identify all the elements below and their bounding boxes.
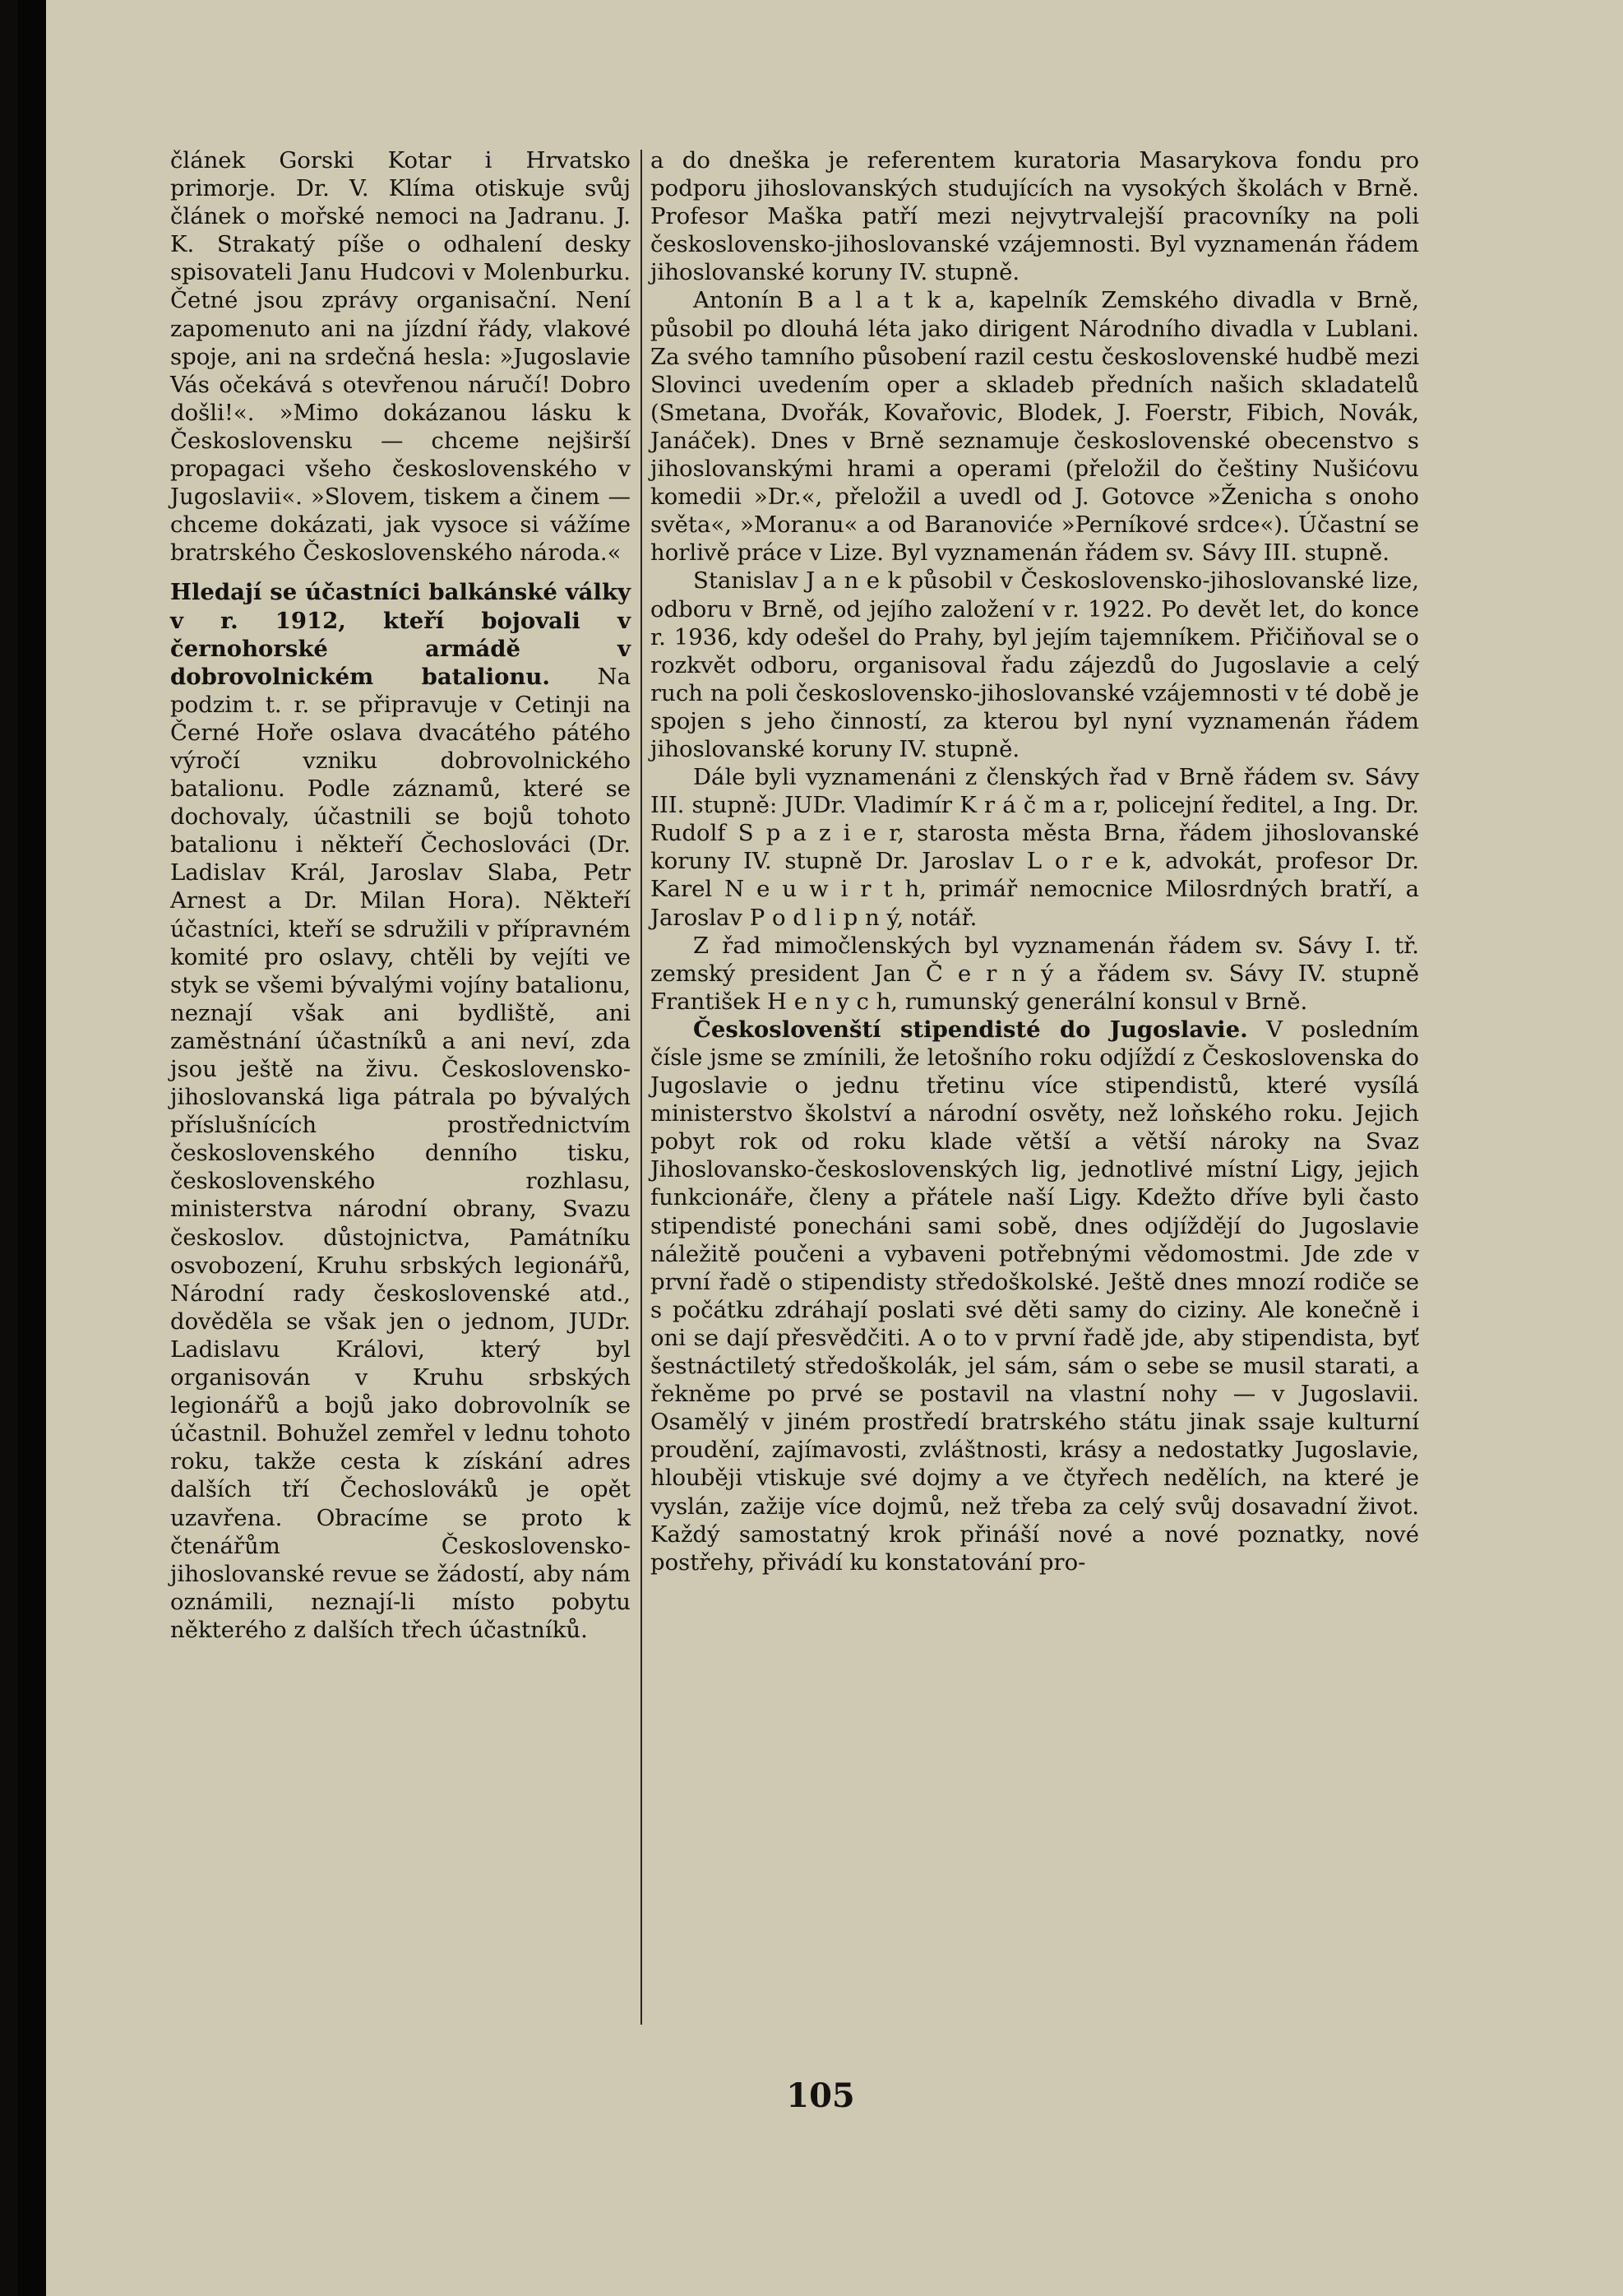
left-paragraph-1: článek Gorski Kotar i Hrvatsko primorje. Dr. V. Klíma otiskuje svůj článek o mořské nemoci na Jadranu. J. K. Strakatý píše o odhalení desky spisovateli Janu Hudcovi v Molenburku. Četné jsou zprávy organisační. Není zapomenuto ani na jízdní řády, vlakové spoje, ani na srdečná hesla: »Jugoslavie Vás očekává s otevřenou náručí! Dobro došli!«. »Mimo dokázanou lásku k Československu — chceme nejširší propagaci všeho československého v Jugoslavii«. »Slovem, tiskem a činem — chceme dokázati, jak vysoce si vážíme bratrského Československého národa.«	[170, 147, 631, 567]
binding-spine	[18, 0, 46, 2296]
right-paragraph-1: a do dneška je referentem kuratoria Masarykova fondu pro podporu jihoslovanských studujících na vysokých školách v Brně. Profesor Maška patří mezi nejvytrvalejší pracovníky na poli československo-jihoslovanské vzájemnosti. Byl vyznamenán řádem jihoslovanské koruny IV. stupně.	[650, 147, 1419, 286]
right-column	[650, 146, 1419, 1576]
document-page	[18, 0, 1623, 2296]
left-paragraph-2	[170, 578, 631, 1644]
left-paragraph-2-heading: Hledají se účastníci balkánské války v r. 1912, kteří bojovali v černohorské armádě v dobrovolnickém batalionu.	[170, 579, 631, 690]
right-paragraph-5: Z řad mimočlenských byl vyznamenán řádem sv. Sávy I. tř. zemský president Jan Č e r n ý a řádem sv. Sávy IV. stupně František H e n y c h, rumunský generální konsul v Brně.	[650, 932, 1419, 1015]
right-paragraph-2: Antonín B a l a t k a, kapelník Zemského divadla v Brně, působil po dlouhá léta jako dirigent Národního divadla v Lublani. Za svého tamního působení razil cestu československé hudbě mezi Slovinci uvedením oper a skladeb předních našich skladatelů (Smetana, Dvořák, Kovařovic, Blodek, J. Foerstr, Fibich, Novák, Janáček). Dnes v Brně seznamuje československé obecenstvo s jihoslovanskými hrami a operami (přeložil do češtiny Nušićovu komedii »Dr.«, přeložil a uvedl od J. Gotovce »Ženicha s onoho světa«, »Moranu« a od Baranoviće »Perníkové srdce«). Účastní se horlivě práce v Lize. Byl vyznamenán řádem sv. Sávy III. stupně.	[650, 287, 1419, 567]
column-divider	[640, 150, 642, 2025]
right-paragraph-6-body: V posledním čísle jsme se zmínili, že letošního roku odjíždí z Československa do Jugoslavie o jednu třetinu více stipendistů, které vysílá ministerstvo školství a národní osvěty, než loňského roku. Jejich pobyt rok od roku klade větší a větší nároky na Svaz Jihoslovansko-československých lig, jednotlivé místní Ligy, jejich funkcionáře, členy a přátele naší Ligy. Kdežto dříve byli často stipendisté ponecháni sami sobě, dnes odjíždějí do Jugoslavie náležitě poučeni a vybaveni potřebnými vědomostmi. Jde zde v první řadě o stipendisty středoškolské. Ještě dnes mnozí rodiče se s počátku zdráhají poslati své děti samy do ciziny. Ale konečně i oni se dají přesvědčiti. A o to v první řadě jde, aby stipendista, byť šestnáctiletý středoškolák, jel sám, sám o sebe se musil starati, a řekněme po prvé se postavil na vlastní nohy — v Jugoslavii. Osamělý v jiném prostředí bratrského státu jinak ssaje kulturní proudění, zajímavosti, zvláštnosti, krásy a nedostatky Jugoslavie, hlouběji vtiskuje své dojmy a ve čtyřech nedělích, na které je vyslán, zažije více dojmů, než třeba za celý svůj dosavadní život. Každý samostatný krok přináší nové a nové poznatky, nové postřehy, přivádí ku konstatování pro-	[650, 1016, 1419, 1576]
left-paragraph-2-body: Na podzim t. r. se připravuje v Cetinji na Černé Hoře oslava dvacátého pátého výročí vzniku dobrovolnického batalionu. Podle záznamů, které se dochovaly, účastnili se bojů tohoto batalionu i někteří Čechoslováci (Dr. Ladislav Král, Jaroslav Slaba, Petr Arnest a Dr. Milan Hora). Někteří účastníci, kteří se sdružili v přípravném komité pro oslavy, chtěli by vejíti ve styk se všemi bývalými vojíny batalionu, neznají však ani bydliště, ani zaměstnání účastníků a ani neví, zda jsou ještě na živu. Československo-jihoslovanská liga pátrala po bývalých příslušnících prostřednictvím československého denního tisku, československého rozhlasu, ministerstva národní obrany, Svazu českoslov. důstojnictva, Památníku osvobození, Kruhu srbských legionářů, Národní rady československé atd., dověděla se však jen o jednom, JUDr. Ladislavu Královi, který byl organisován v Kruhu srbských legionářů a bojů jako dobrovolník se účastnil. Bohužel zemřel v lednu tohoto roku, takže cesta k získání adres dalších tří Čechoslováků je opět uzavřena. Obracíme se proto k čtenářům Československo-jihoslovanské revue se žádostí, aby nám oznámili, neznají-li místo pobytu některého z dalších třech účastníků.	[170, 663, 631, 1643]
page-number: 105	[786, 2076, 855, 2115]
right-paragraph-3: Stanislav J a n e k působil v Československo-jihoslovanské lize, odboru v Brně, od jejího založení v r. 1922. Po devět let, do konce r. 1936, kdy odešel do Prahy, byl jejím tajemníkem. Přičiňoval se o rozkvět odboru, organisoval řadu zájezdů do Jugoslavie a celý ruch na poli československo-jihoslovanské vzájemnosti v té době je spojen s jeho činností, za kterou byl nyní vyznamenán řádem jihoslovanské koruny IV. stupně.	[650, 567, 1419, 762]
left-column	[170, 146, 631, 1644]
right-paragraph-6	[650, 1016, 1419, 1576]
right-paragraph-4: Dále byli vyznamenáni z členských řad v Brně řádem sv. Sávy III. stupně: JUDr. Vladimír K r á č m a r, policejní ředitel, a Ing. Dr. Rudolf S p a z i e r, starosta města Brna, řádem jihoslovanské koruny IV. stupně Dr. Jaroslav L o r e k, advokát, profesor Dr. Karel N e u w i r t h, primář nemocnice Milosrdných bratří, a Jaroslav P o d l i p n ý, notář.	[650, 764, 1419, 931]
right-paragraph-6-heading: Českoslovenští stipendisté do Jugoslavie.	[693, 1016, 1248, 1043]
